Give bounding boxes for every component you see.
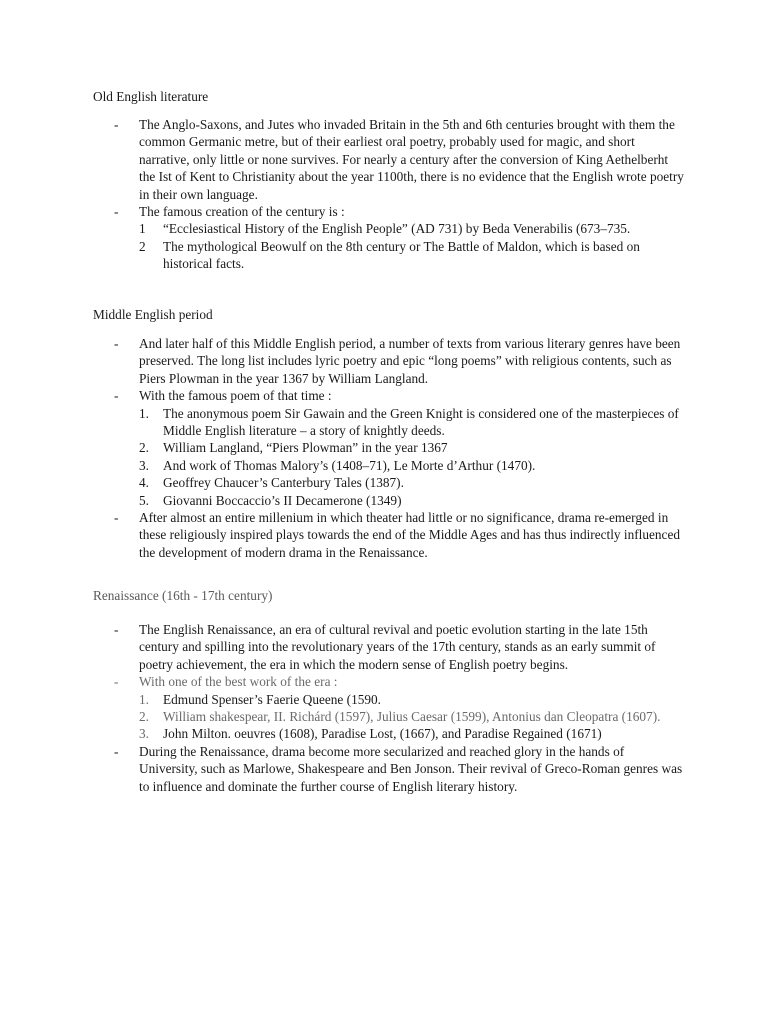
sub-list-item bbox=[139, 492, 684, 509]
list-item bbox=[114, 621, 684, 673]
list-item-text: During the Renaissance, drama become more secularized and reached glory in the hands of University, such as Marlowe, Shakespeare and Ben Jonson. Their revival of Greco-Roman genres was to influence and dominate the further course of English literary history. bbox=[139, 743, 683, 794]
sub-list-item bbox=[139, 457, 684, 474]
item-number: 1 bbox=[139, 221, 146, 237]
sub-item-text: The anonymous poem Sir Gawain and the Green Knight is considered one of the masterpieces of Middle English literature – a story of knightly deeds. bbox=[163, 405, 679, 439]
sub-list bbox=[139, 220, 684, 272]
sub-list-item bbox=[139, 725, 684, 742]
dash-marker: - bbox=[114, 622, 119, 637]
section-list-middle-english bbox=[114, 335, 684, 561]
dash-marker: - bbox=[114, 388, 119, 404]
item-number: 4. bbox=[139, 475, 149, 491]
sub-list bbox=[139, 691, 684, 743]
sub-list-item bbox=[139, 405, 684, 440]
list-item-text: After almost an entire millenium in which theater had little or no significance, drama re-emerged in these religiously inspired plays towards the end of the Middle Ages and has thus indirectly influenced the development of modern drama in the Renaissance. bbox=[139, 510, 680, 560]
sub-item-text: And work of Thomas Malory’s (1408–71), Le Morte d’Arthur (1470). bbox=[163, 457, 536, 473]
list-item bbox=[114, 673, 684, 743]
list-item bbox=[114, 203, 684, 273]
list-item-text: The famous creation of the century is : bbox=[139, 204, 345, 220]
sub-list-item bbox=[139, 691, 684, 708]
section-list-renaissance bbox=[114, 621, 684, 795]
item-number: 1. bbox=[139, 405, 149, 421]
sub-list-item bbox=[139, 708, 684, 725]
list-item-text: The English Renaissance, an era of cultural revival and poetic evolution starting in the late 15th century and spilling into the revolutionary years of the 17th century, stands as an early summit of poetry achievement, the era in which the modern sense of English poetry begins. bbox=[139, 622, 656, 672]
sub-item-text: Edmund Spenser’s Faerie Queene (1590. bbox=[163, 691, 381, 707]
dash-marker: - bbox=[114, 510, 119, 526]
dash-marker: - bbox=[114, 674, 119, 690]
list-item-text: The Anglo-Saxons, and Jutes who invaded Britain in the 5th and 6th centuries brought with them the common Germanic metre, but of their earliest oral poetry, probably used for magic, and short narrative, only little or none survives. For nearly a century after the conversion of King Aethelberht the Ist of Kent to Christianity about the year 1100th, there is no evidence that the English wrote poetry in their own language. bbox=[139, 117, 684, 202]
section-heading-middle-english: Middle English period bbox=[93, 307, 213, 322]
dash-marker: - bbox=[114, 743, 119, 759]
sub-item-text: “Ecclesiastical History of the English People” (AD 731) by Beda Venerabilis (673–735. bbox=[163, 221, 631, 237]
sub-item-text: John Milton. oeuvres (1608), Paradise Lost, (1667), and Paradise Regained (1671) bbox=[163, 726, 602, 742]
item-number: 2. bbox=[139, 709, 149, 725]
list-item-text: With one of the best work of the era : bbox=[139, 674, 338, 690]
sub-list-item bbox=[139, 439, 684, 456]
list-item bbox=[114, 509, 684, 561]
item-number: 3. bbox=[139, 457, 149, 473]
sub-item-text: William Langland, “Piers Plowman” in the year 1367 bbox=[163, 440, 448, 456]
sub-list-item bbox=[139, 238, 684, 273]
dash-marker: - bbox=[114, 336, 119, 351]
list-item-text: With the famous poem of that time : bbox=[139, 388, 332, 404]
sub-item-text: Geoffrey Chaucer’s Canterbury Tales (1387). bbox=[163, 475, 404, 491]
section-heading-old-english: Old English literature bbox=[93, 89, 209, 104]
item-number: 5. bbox=[139, 492, 149, 508]
item-number: 2 bbox=[139, 238, 146, 254]
dash-marker: - bbox=[114, 204, 119, 220]
list-item bbox=[114, 387, 684, 509]
sub-list-item bbox=[139, 220, 684, 237]
item-number: 2. bbox=[139, 440, 149, 456]
sub-list-item bbox=[139, 474, 684, 491]
list-item-text: And later half of this Middle English period, a number of texts from various literary genres have been preserved. The long list includes lyric poetry and epic “long poems” with religious contents, such as Piers Plowman in the year 1367 by William Langland. bbox=[139, 336, 681, 386]
section-list-old-english bbox=[114, 116, 684, 273]
list-item bbox=[114, 743, 684, 795]
sub-list bbox=[139, 405, 684, 509]
sub-item-text: William shakespear, II. Richárd (1597), Julius Caesar (1599), Antonius dan Cleopatra (1607). bbox=[163, 709, 661, 725]
sub-item-text: The mythological Beowulf on the 8th century or The Battle of Maldon, which is based on historical facts. bbox=[163, 238, 640, 272]
list-item bbox=[114, 335, 684, 387]
list-item bbox=[114, 116, 684, 203]
item-number: 1. bbox=[139, 691, 149, 707]
sub-item-text: Giovanni Boccaccio’s II Decamerone (1349) bbox=[163, 492, 402, 508]
section-heading-renaissance: Renaissance (16th - 17th century) bbox=[93, 588, 273, 603]
item-number: 3. bbox=[139, 726, 149, 742]
dash-marker: - bbox=[114, 117, 119, 132]
